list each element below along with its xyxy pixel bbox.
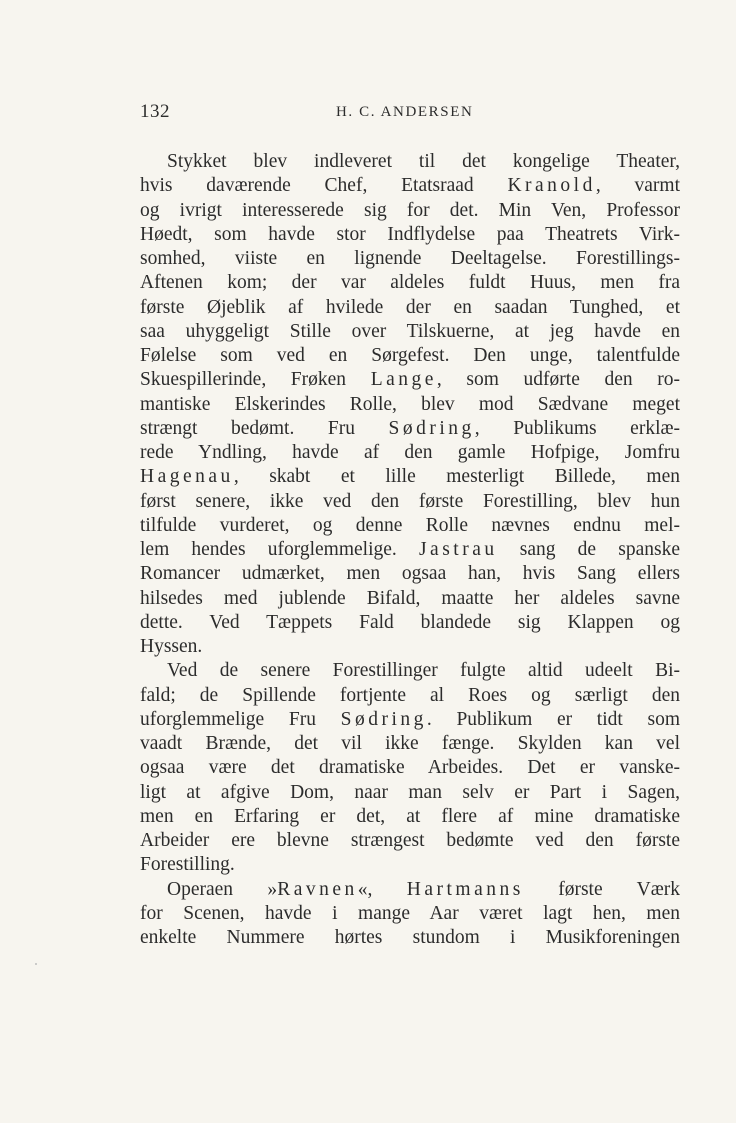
text-line: først senere, ikke ved den første Forestilling, blev hun [140,490,680,512]
text-line: somhed, viiste en lignende Deeltagelse. Forestillings- [140,248,680,269]
running-title: H. C. ANDERSEN [336,104,474,120]
text-line: dette. Ved Tæppets Fald blandede sig Klappen og [140,611,680,633]
text-line: Forestilling. [140,854,235,876]
text-line: mantiske Elskerindes Rolle, blev mod Sædvane meget [140,393,680,415]
spaced-name: Kranold [507,175,596,197]
text-line: Følelse som ved en Sørgefest. Den unge, talentfulde [140,345,680,366]
text-line: for Scenen, havde i mange Aar været lagt hen, men [140,902,680,924]
text-line: ligt at afgive Dom, naar man selv er Part i Sagen, [140,781,680,803]
text-line: Romancer udmærket, men ogsaa han, hvis Sang ellers [140,563,680,585]
spaced-name: Hartmanns [406,878,524,900]
text-line: Operaen »Ravnen«, Hartmanns første Værk [167,878,680,900]
spaced-name: Ravnen [277,878,358,900]
text-line: lem hendes uforglemmelige. Jastrau sang de spanske [140,539,680,560]
text-line: første Øjeblik af hvilede der en saadan Tunghed, et [140,296,680,318]
text-line: rede Yndling, havde af den gamle Hofpige, Jomfru [140,442,680,463]
text-line: Hagenau, skabt et lille mesterligt Billede, men [140,466,680,488]
text-line: og ivrigt interesserede sig for det. Min Ven, Professor [140,199,680,221]
spaced-name: Sødring [388,417,475,439]
text-line: vaadt Brænde, det vil ikke fænge. Skylden kan vel [140,733,680,754]
text-line: uforglemmelige Fru Sødring. Publikum er tidt som [140,708,680,730]
text-line: Skuespillerinde, Frøken Lange, som udførte den ro- [140,369,680,391]
page-number: 132 [140,101,170,122]
page-header [140,101,680,127]
spaced-name: Sødring [340,708,427,730]
text-line: men en Erfaring er det, at flere af mine dramatiske [140,805,680,827]
text-line: ogsaa være det dramatiske Arbeides. Det er vanske- [140,757,680,779]
text-line: hvis daværende Chef, Etatsraad Kranold, varmt [140,175,681,197]
text-line: strængt bedømt. Fru Sødring, Publikums erklæ- [140,417,680,439]
text-line: hilsedes med jublende Bifald, maatte her aldeles savne [140,587,680,609]
text-line: tilfulde vurderet, og denne Rolle nævnes endnu mel- [140,514,680,536]
text-line: enkelte Nummere hørtes stundom i Musikforeningen [140,927,680,948]
text-line: Høedt, som havde stor Indflydelse paa Theatrets Virk- [140,223,680,245]
text-line: Ved de senere Forestillinger fulgte altid udeelt Bi- [167,660,680,682]
text-line: Stykket blev indleveret til det kongelige Theater, [167,151,680,172]
spaced-name: Lange [370,369,437,391]
spaced-name: Jastrau [418,539,498,560]
text-line: saa uhyggeligt Stille over Tilskuerne, at jeg havde en [140,320,680,342]
spaced-name: Hagenau [140,466,234,488]
body-text [140,150,680,950]
text-line: fald; de Spillende fortjente al Roes og særligt den [140,684,680,706]
paper-speck [35,963,37,965]
text-line: Aftenen kom; der var aldeles fuldt Huus, men fra [140,272,680,294]
text-line: Hyssen. [140,636,203,657]
text-line: Arbeider ere blevne strængest bedømte ved den første [140,830,680,851]
